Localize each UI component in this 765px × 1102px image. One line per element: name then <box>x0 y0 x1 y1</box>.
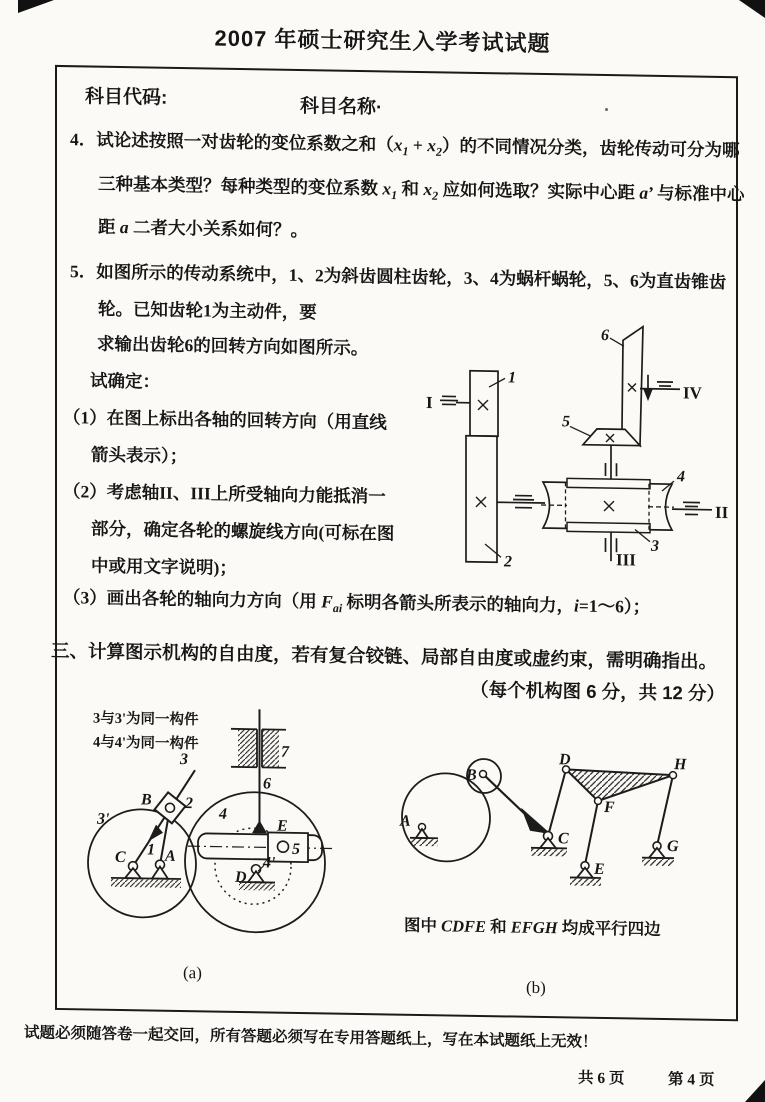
question-5-body <box>63 325 399 590</box>
text-run: 和 <box>486 917 511 937</box>
bevel-gear-6 <box>622 326 643 445</box>
pivot-a-label: A <box>165 847 176 865</box>
pin-f-label: F <box>604 799 615 817</box>
text-run: 如图所示的传动系统中，1、2为斜齿圆柱齿轮，3、4为蜗杆蜗轮，5、6为直齿锥齿轮。已知齿轮1为主动件，要 <box>96 261 727 323</box>
wheel-4-label: 4 <box>219 805 227 823</box>
mechanism-b-diagram <box>380 723 720 1004</box>
formula-x1b-sub: 1 <box>391 187 398 202</box>
ground-ca <box>111 878 181 888</box>
q5-line: 求输出齿轮6的回转方向如图所示。 <box>97 333 369 359</box>
q5-item-1: （1）在图上标出各轴的回转方向（用直线箭头表示）； <box>63 407 387 467</box>
shaft-iii-upper <box>606 445 617 479</box>
text-run-cdfe: CDFE <box>441 916 487 937</box>
link-cd <box>548 769 566 836</box>
shaft-iv-label: IV <box>683 383 702 403</box>
wheel-3p-label: 3' <box>97 810 110 828</box>
formula-a: a <box>119 216 129 238</box>
text-run: 均成平行四边 <box>557 918 661 939</box>
rod-6 <box>252 709 267 833</box>
link-1-label: 1 <box>147 841 155 859</box>
mechanism-a-diagram <box>55 696 360 991</box>
pivot-c-label: C <box>558 830 569 848</box>
link-hg <box>657 775 673 846</box>
link-3-label: 3 <box>180 750 188 769</box>
shaft-iii-label: III <box>616 550 636 570</box>
text-run: （3）画出各轮的轴向力方向（用 <box>63 587 322 612</box>
text-run: ）的不同情况分类，齿轮传动可分为哪三种基本类型？每种类型的变位系数 <box>98 135 740 198</box>
formula-x1b: x <box>382 177 392 198</box>
q5-number: 5． <box>70 261 97 282</box>
pivot-a <box>410 823 438 846</box>
pin-e-label: E <box>277 817 288 835</box>
guide-7-label: 7 <box>281 743 289 761</box>
page-current: 第 4 页 <box>668 1071 715 1089</box>
formula-i: i <box>574 595 579 616</box>
link-bc-wedge <box>521 808 551 834</box>
link-arrow-mark <box>148 824 163 841</box>
pivot-c-label: C <box>115 848 126 867</box>
link-fe <box>585 801 598 865</box>
gear-5-label: 5 <box>562 413 570 431</box>
rod-6-label: 6 <box>263 775 271 793</box>
pages-total: 共 6 页 <box>578 1069 625 1088</box>
shaft-ii-right <box>672 502 712 515</box>
caption-b: (b) <box>526 977 546 998</box>
rotation-arrow <box>645 375 652 399</box>
pivot-a-label: A <box>400 812 411 830</box>
pin-h-label: H <box>674 756 687 774</box>
text-run: ’ 与标准中心距 <box>98 182 745 237</box>
formula-a-prime: a <box>639 182 649 203</box>
footer-note: 试题必须随答卷一起交回，所有答题必须写在专用答题纸上，写在本试题纸上无效！ <box>24 1024 598 1051</box>
ternary-link-dhf <box>566 769 673 802</box>
subject-code-label: 科目代码: <box>85 86 168 109</box>
text-run: 二者大小关系如何？。 <box>128 217 308 241</box>
gear-1-label: 1 <box>508 369 516 387</box>
q5-item-3 <box>63 579 723 633</box>
transmission-diagram <box>420 307 740 584</box>
pin-d-label: D <box>559 751 571 769</box>
pin-b <box>166 803 175 812</box>
caption-parallelogram <box>404 915 661 939</box>
q4-number: 4． <box>70 129 97 150</box>
text-run: =1～6）； <box>578 595 651 617</box>
pin-b-label: B <box>466 766 477 784</box>
shaft-i-label: I <box>426 393 433 413</box>
pin-b-label: B <box>141 791 152 809</box>
pin-f <box>595 797 602 804</box>
gear-2-label: 2 <box>504 553 512 571</box>
shaft-i <box>440 396 470 404</box>
gear-2 <box>466 436 497 563</box>
wheel-4p-label: 4' <box>263 854 276 872</box>
text-run: 试论述按照一对齿轮的变位系数之和（ <box>96 129 394 155</box>
question-4-text <box>70 121 755 256</box>
pivot-e-label: E <box>594 860 605 879</box>
question-frame <box>51 65 745 1021</box>
formula-F: F <box>321 591 333 612</box>
worm-3-label: 3 <box>651 537 659 555</box>
formula-x2b-sub: 2 <box>432 188 439 203</box>
smudge-dot <box>605 108 608 111</box>
formula-x2b: x <box>423 178 433 199</box>
page-title: 2007 年硕士研究生入学考试试题 <box>214 25 551 57</box>
pivot-c <box>125 862 141 879</box>
text-run: + <box>408 134 428 156</box>
pin-e <box>278 841 289 852</box>
shaft-iv <box>640 382 680 390</box>
subject-name-label: 科目名称· <box>300 95 383 119</box>
text-run-efgh: EFGH <box>510 917 558 938</box>
shaft-ii-label: II <box>715 502 729 523</box>
q5-line: 试确定： <box>90 370 160 392</box>
formula-x1-sub: 1 <box>402 144 409 159</box>
gear-6-label: 6 <box>601 326 609 345</box>
text-run: 和 <box>397 178 424 199</box>
formula-x2-sub: 2 <box>435 144 442 159</box>
formula-F-sub: ai <box>332 601 343 616</box>
slider-2-label: 2 <box>185 795 193 813</box>
pin-b <box>480 770 487 777</box>
text-run: 应如何选取？实际中心距 <box>438 178 640 203</box>
formula-x1: x <box>393 134 403 155</box>
section-3-heading: 三、计算图示机构的自由度，若有复合铰链、局部自由度或虚约束，需明确指出。 <box>51 639 718 672</box>
wheel-4-label: 4 <box>677 468 685 486</box>
worm-3-top <box>567 478 650 488</box>
shaft-ii-left <box>497 495 545 508</box>
shaft-iii-lower <box>606 529 617 561</box>
section-3-points: （每个机构图 6 分，共 12 分） <box>470 678 725 705</box>
pivot-d-label: D <box>235 868 247 887</box>
caption-a: (a) <box>183 963 202 983</box>
mech-a-note-1: 3与3'为同一构件 <box>93 710 199 729</box>
formula-x2: x <box>427 135 436 156</box>
mech-a-note-2: 4与4'为同一构件 <box>93 734 199 753</box>
slider-5-label: 5 <box>292 840 300 858</box>
pivot-g-label: G <box>667 838 679 856</box>
text-run: 图中 <box>404 915 442 936</box>
wheel-a <box>402 773 490 862</box>
text-run: 标明各箭头所表示的轴向力， <box>342 591 575 616</box>
q5-item-2: （2）考虑轴II、III上所受轴向力能抵消一部分，确定各轮的螺旋线方向(可标在图中或用文字说明)； <box>63 481 395 578</box>
